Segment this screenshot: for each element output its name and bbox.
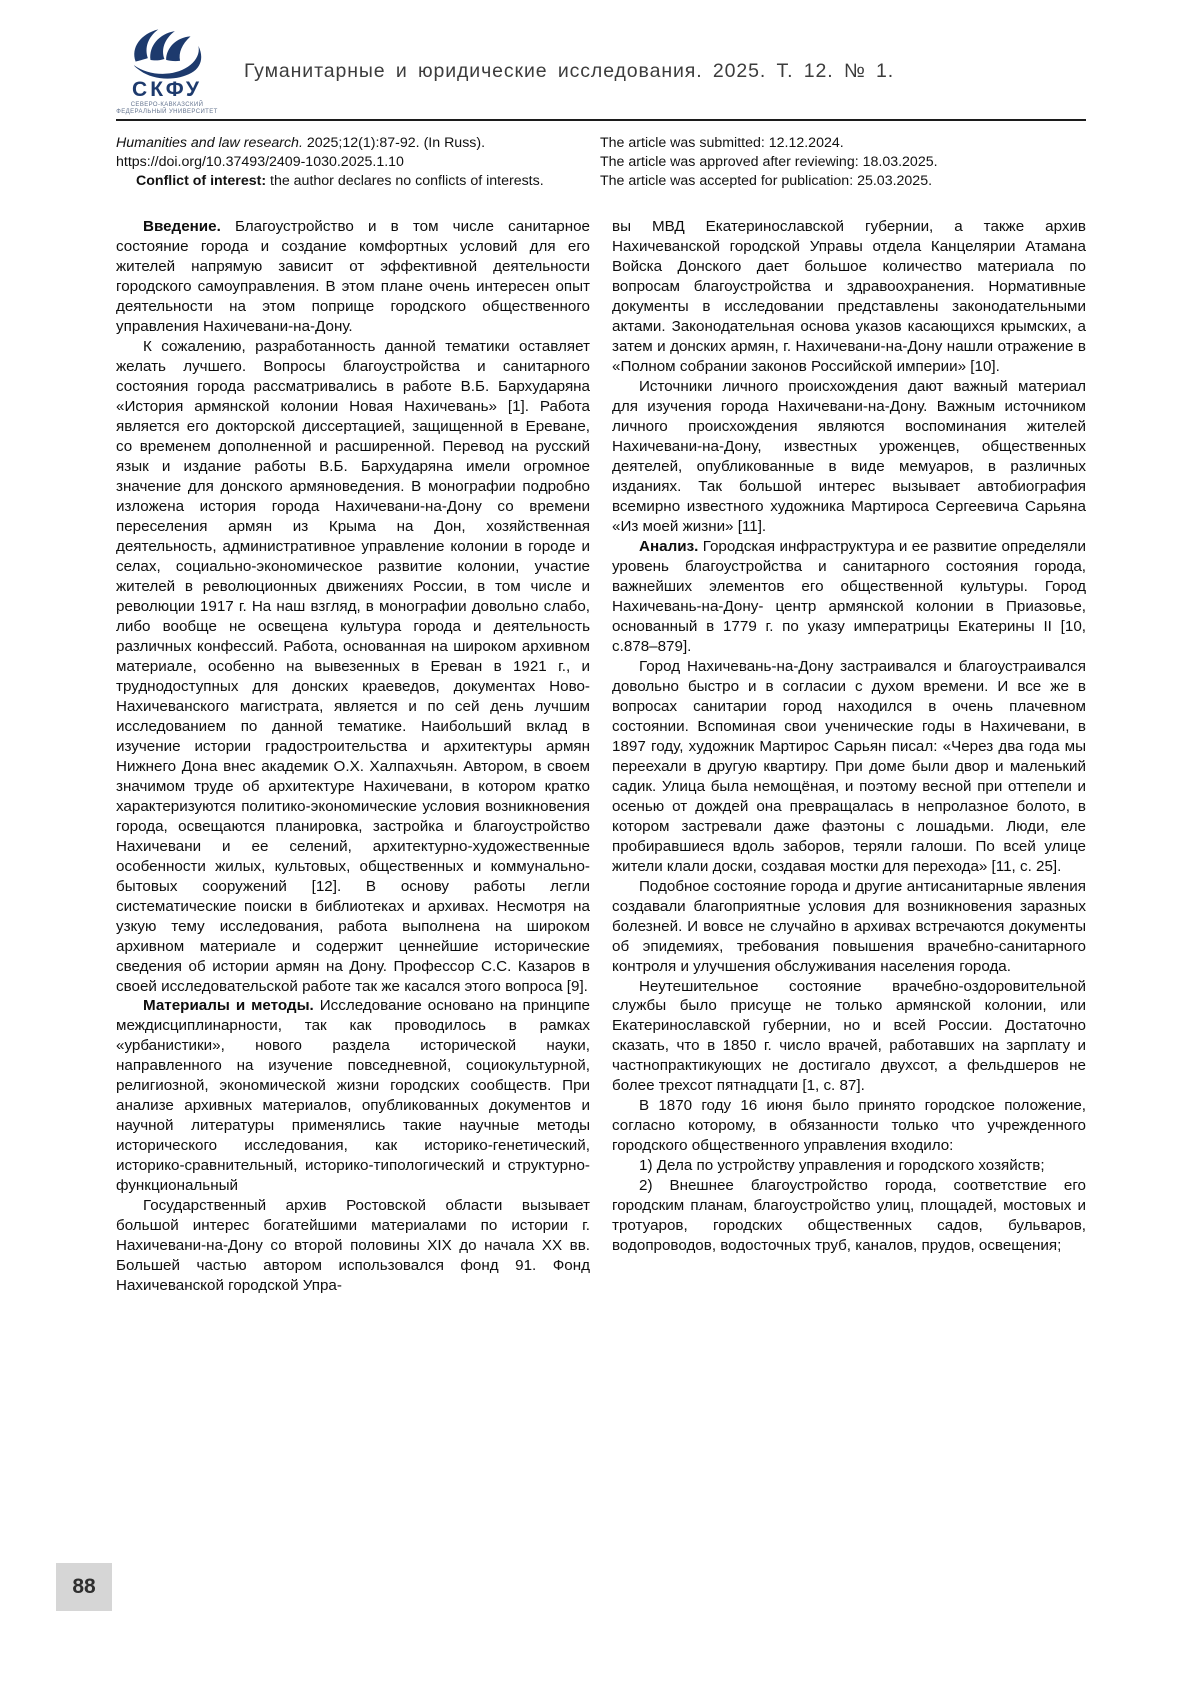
paragraph-lead: Введение.: [143, 218, 235, 236]
page-number: 88: [72, 1575, 96, 1598]
doi-line: [116, 153, 562, 172]
paragraph: Введение. Благоустройство и в том числе санитарное состояние города и создание комфортных условий для его жителей напрямую зависит от эффективной деятельности городского самоуправления. В этом плане очень интересен опыт деятельности на этом поприще городского общественного управления Нахичевани-на-Дону.: [116, 218, 590, 336]
article-metadata: [116, 134, 1086, 191]
paragraph: Город Нахичевань-на-Дону застраивался и благоустраивался довольно быстро и в согласии с духом времени. И все же в вопросах санитарии город находился в очень плачевном состоянии. Вспоминая свои ученические годы в Нахичевани, в 1897 году, художник Мартирос Сарьян писал: «Через два года мы переехали в другую квартиру. При доме были двор и маленький садик. Улица была немощёная, и поэтому весной при оттепели и осенью от дождей она превращалась в непролазное болото, в котором застревали даже фаэтоны с лошадьми. Люди, еле пробиравшиеся вдоль заборов, теряли галоши. По всей улице жители клали доски, создавая мостки для перехода» [11, с. 25].: [612, 657, 1086, 875]
column-right: [612, 217, 1086, 1296]
paragraph-lead: Материалы и методы.: [143, 997, 320, 1015]
journal-header: [116, 24, 1086, 118]
university-logo-acronym: СКФУ: [132, 78, 202, 102]
paragraph: 2) Внешнее благоустройство города, соответствие его городским планам, благоустройство улиц, площадей, мостовых и тротуаров, городских общественных садов, бульваров, водопроводов, водосточных труб, каналов, прудов, освещения;: [612, 1177, 1086, 1255]
citation-line: [116, 134, 562, 153]
paragraph: К сожалению, разработанность данной тематики оставляет желать лучшего. Вопросы благоустройства и санитарного состояния города рассматривались в работе В.Б. Бархударяна «История армянской колонии Новая Нахичевань» [1]. Работа является его докторской диссертацией, защищенной в Ереване, со временем дополненной и расширенной. Перевод на русский язык и издание работы В.Б. Бархударяна имели огромное значение для донского армяноведения. В монографии подробно изложена история города Нахичевани-на-Дону со времени переселения армян из Крыма на Дон, хозяйственная деятельность, административное управление колонии в городе и селах, социально-экономическое развитие колонии, участие жителей в революционных движениях России, в том числе и революции 1917 г. На наш взгляд, в монографии довольно слабо, либо вообще не освещена культура города и деятельность различных конфессий. Работа, основанная на широком архивном материале, особенно на вывезенных в Ереван в 1921 г., и труднодоступных для донских краеведов, документах Ново-Нахичеванского магистрата, является и по сей день лучшим исследованием по данной тематике. Наибольший вклад в изучение истории градостроительства и архитектуры армян Нижнего Дона внес академик О.Х. Халпахчьян. Автором, в своем значимом труде об архитектуре Нахичевани, в котором кратко характеризуются политико-экономические условия возникновения города, освещаются планировка, застройка и благоустройство Нахичевани и ее селений, архитектурно-художественные особенности жилых, культовых, общественных и коммунально-бытовых сооружений [12]. В основу работы легли систематические поиски в библиотеках и архивах. Несмотря на узкую тему исследования, работа выполнена на широком архивном материале и содержит ценнейшие исторические сведения об истории армян на Дону. Профессор С.С. Казаров в своей исследовательской работе так же касался этого вопроса [9].: [116, 338, 590, 995]
journal-title: Гуманитарные и юридические исследования. 2025. Т. 12. № 1.: [244, 59, 895, 82]
page-number-badge: [56, 1563, 112, 1611]
paragraph: Неутешительное состояние врачебно-оздоровительной службы было присуще не только армянской колонии, или Екатеринославской губернии, но и всей России. Достаточно сказать, что в 1850 г. число врачей, работавших на зарплату и частнопрактикующих не достигало двухсот, а фельдшеров не более трехсот пятнадцати [1, с. 87].: [612, 977, 1086, 1095]
metadata-right-column: [600, 134, 938, 191]
paragraph: Подобное состояние города и другие антисанитарные явления создавали благоприятные условия для возникновения заразных болезней. И вовсе не случайно в архивах встречаются документы об эпидемиях, требования повышения врачебно-санитарного контроля и улучшения обслуживания населения города.: [612, 877, 1086, 975]
university-bird-icon: [116, 25, 218, 79]
doi-link[interactable]: https://doi.org/10.37493/2409-1030.2025.1.10: [116, 154, 404, 171]
university-logo-subtitle-1: СЕВЕРО-КАВКАЗСКИЙ: [130, 101, 204, 108]
submitted-date-line: The article was submitted: 12.12.2024.: [600, 135, 844, 151]
paragraph: Государственный архив Ростовской области вызывает большой интерес богатейшими материалами по истории г. Нахичевани-на-Дону со второй половины XIX до начала XX вв. Большей частью автором использовался фонд 91. Фонд Нахичеванской городской Упра-: [116, 1197, 590, 1295]
paragraph-lead: Анализ.: [639, 537, 703, 555]
conflict-label: Conflict of interest:: [136, 173, 267, 190]
conflict-of-interest-statement: [116, 172, 562, 191]
paragraph: 1) Дела по устройству управления и городского хозяйств;: [639, 1157, 1045, 1175]
paragraph: Источники личного происхождения дают важный материал для изучения города Нахичевани-на-Дону. Важным источником личного происхождения являются воспоминания жителей Нахичевани-на-Дону, известных уроженцев, общественных деятелей, опубликованные в виде мемуаров, в различных изданиях. Так большой интерес вызывает автобиография всемирно известного художника Мартироса Сергеевича Сарьяна «Из моей жизни» [11].: [612, 377, 1086, 535]
approved-date-line: The article was approved after reviewing: 18.03.2025.: [600, 154, 938, 171]
article-body: [116, 217, 1086, 1296]
column-left: [116, 217, 590, 1296]
university-logo-subtitle-2: ФЕДЕРАЛЬНЫЙ УНИВЕРСИТЕТ: [116, 109, 218, 116]
conflict-text: the author declares no conflicts of interests.: [266, 173, 544, 190]
accepted-date-line: The article was accepted for publication: 25.03.2025.: [600, 173, 933, 190]
university-logo: [116, 25, 218, 116]
header-divider: [116, 119, 1086, 121]
paragraph: В 1870 году 16 июня было принято городское положение, согласно которому, в обязанности только что учрежденного городского общественного управления входило:: [612, 1097, 1086, 1155]
paragraph: вы МВД Екатеринославской губернии, а также архив Нахичеванской городской Управы отдела Канцелярии Атамана Войска Донского дает большое количество материала по вопросам благоустройства и здравоохранения. Нормативные документы в исследовании представлены законодательными актами. Законодательная основа указов касающихся крымских, а затем и донских армян, г. Нахичевани-на-Дону нашли отражение в «Полном собрании законов Российской империи» [10].: [612, 218, 1086, 375]
paragraph: Материалы и методы. Исследование основано на принципе междисциплинарности, так как проводилось в рамках «урбанистики», нового раздела исторической науки, направленного на изучение повседневной, социокультурной, религиозной, экономической жизни городских сообществ. При анализе архивных материалов, опубликованных документов и научной литературы применялись такие научные методы исторического исследования, как историко-генетический, историко-сравнительный, историко-типологический и структурно-функциональный: [116, 997, 590, 1195]
citation-details: 2025;12(1):87-92. (In Russ).: [302, 135, 486, 151]
paragraph: Анализ. Городская инфраструктура и ее развитие определяли уровень благоустройства и санитарного состояния города, важнейших элементов его общественной культуры. Город Нахичевань-на-Дону- центр армянской колонии в Приазовье, основанный в 1779 г. по указу императрицы Екатерины II [10, с.878–879].: [612, 537, 1086, 655]
metadata-left-column: [116, 134, 562, 191]
journal-name-english: Humanities and law research.: [116, 135, 303, 151]
